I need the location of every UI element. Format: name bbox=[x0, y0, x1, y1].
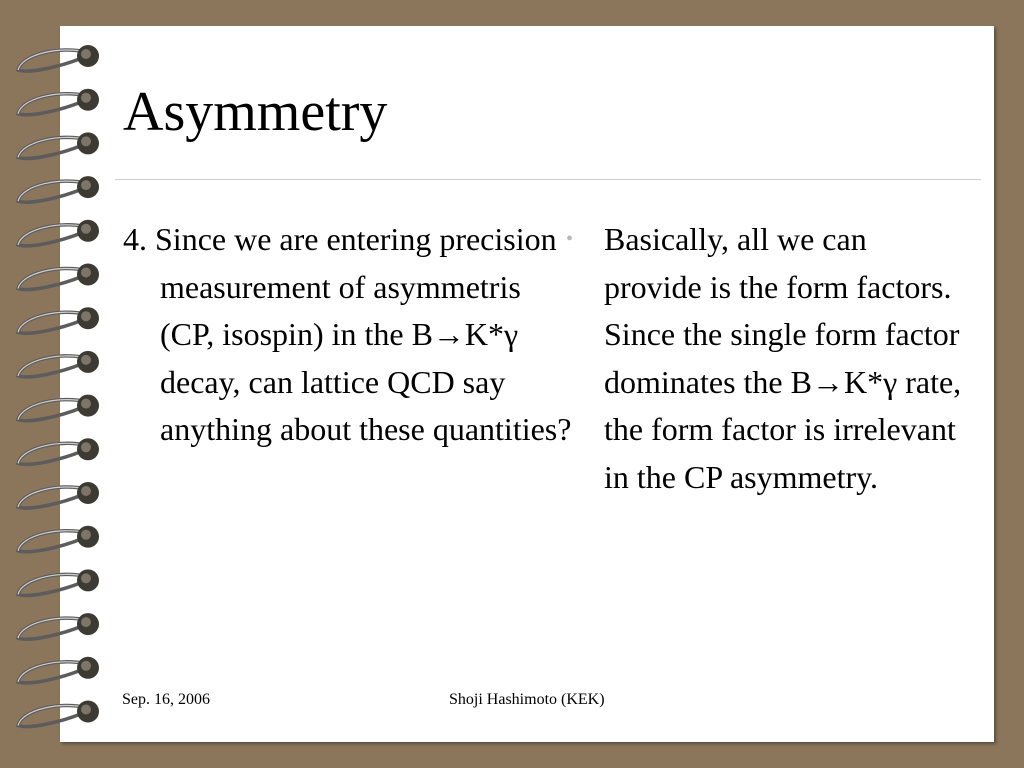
bullet-icon: • bbox=[566, 228, 574, 250]
spiral-binding-icon bbox=[0, 0, 110, 768]
binding-ring bbox=[18, 132, 99, 158]
binding-ring bbox=[18, 526, 99, 552]
footer-author: Shoji Hashimoto (KEK) bbox=[449, 691, 605, 708]
right-column bbox=[566, 216, 966, 501]
binding-ring bbox=[18, 482, 99, 508]
binding-ring bbox=[18, 176, 99, 202]
binding-ring bbox=[18, 89, 99, 115]
binding-ring bbox=[18, 438, 99, 464]
binding-ring bbox=[18, 657, 99, 683]
right-column-text: Basically, all we can provide is the form factors. Since the single form factor dominates the B→K*γ rate, the form factor is irrelevant in the CP asymmetry. bbox=[604, 221, 962, 495]
binding-ring bbox=[18, 569, 99, 595]
binding-ring bbox=[18, 351, 99, 377]
binding-ring bbox=[18, 307, 99, 333]
title-divider bbox=[115, 179, 981, 180]
slide-title: Asymmetry bbox=[123, 81, 388, 143]
binding-ring bbox=[18, 45, 99, 71]
binding-ring bbox=[18, 701, 99, 727]
binding-ring bbox=[18, 264, 99, 290]
binding-ring bbox=[18, 220, 99, 246]
footer-date: Sep. 16, 2006 bbox=[122, 691, 210, 708]
binding-ring bbox=[18, 613, 99, 639]
left-column-text: 4. Since we are entering precision measurement of asymmetris (CP, isospin) in the B→K*γ decay, can lattice QCD say anything about these quantities? bbox=[123, 221, 572, 447]
binding-ring bbox=[18, 395, 99, 421]
